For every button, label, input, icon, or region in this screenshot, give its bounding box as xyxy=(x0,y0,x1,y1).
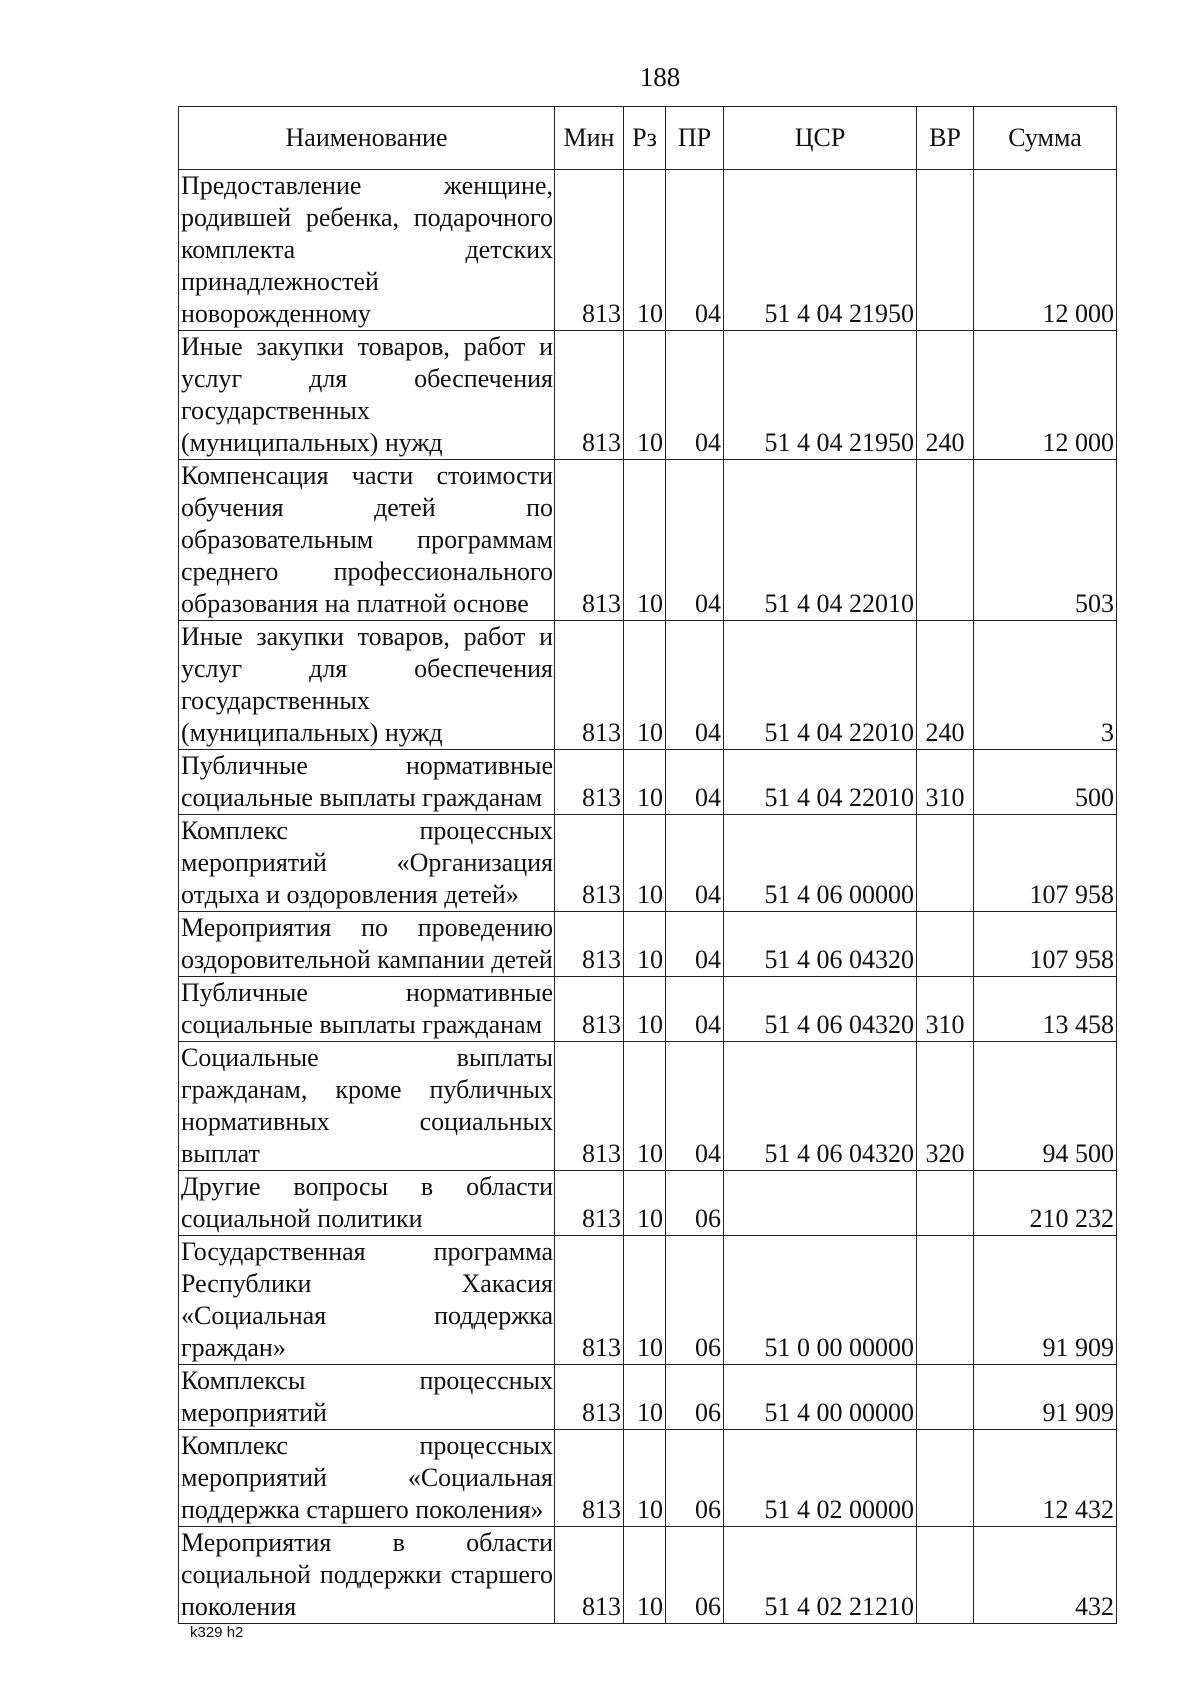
row-sum: 107 958 xyxy=(974,815,1117,912)
row-sum: 500 xyxy=(974,750,1117,815)
table-row xyxy=(179,1527,1117,1624)
row-name: Комплекс процессных мероприятий «Социальная поддержка старшего поколения» xyxy=(179,1430,555,1527)
row-rz: 10 xyxy=(624,460,666,621)
row-min: 813 xyxy=(555,815,624,912)
row-sum: 13 458 xyxy=(974,977,1117,1042)
row-rz: 10 xyxy=(624,1365,666,1430)
row-vr: 240 xyxy=(917,621,974,750)
row-sum: 107 958 xyxy=(974,912,1117,977)
row-sum: 432 xyxy=(974,1527,1117,1624)
table-row xyxy=(179,815,1117,912)
row-name: Компенсация части стоимости обучения детей по образовательным программам среднего профессионального образования на платной основе xyxy=(179,460,555,621)
row-csr: 51 0 00 00000 xyxy=(724,1236,917,1365)
table-row xyxy=(179,1236,1117,1365)
row-vr xyxy=(917,1171,974,1236)
row-name: Комплекс процессных мероприятий «Организация отдыха и оздоровления детей» xyxy=(179,815,555,912)
row-rz: 10 xyxy=(624,750,666,815)
row-csr: 51 4 06 04320 xyxy=(724,977,917,1042)
row-rz: 10 xyxy=(624,1236,666,1365)
row-rz: 10 xyxy=(624,977,666,1042)
row-csr: 51 4 04 22010 xyxy=(724,460,917,621)
column-header-min: Мин xyxy=(555,107,624,170)
column-header-name: Наименование xyxy=(179,107,555,170)
table-row xyxy=(179,912,1117,977)
row-rz: 10 xyxy=(624,912,666,977)
row-rz: 10 xyxy=(624,1527,666,1624)
row-rz: 10 xyxy=(624,331,666,460)
row-min: 813 xyxy=(555,460,624,621)
table-row xyxy=(179,331,1117,460)
column-header-vr: ВР xyxy=(917,107,974,170)
row-csr: 51 4 04 22010 xyxy=(724,750,917,815)
row-pr: 06 xyxy=(666,1527,724,1624)
table-row xyxy=(179,460,1117,621)
budget-table xyxy=(178,106,1117,1624)
row-vr xyxy=(917,170,974,331)
table-row xyxy=(179,1365,1117,1430)
column-header-rz: Рз xyxy=(624,107,666,170)
row-pr: 04 xyxy=(666,170,724,331)
row-vr xyxy=(917,815,974,912)
row-pr: 04 xyxy=(666,460,724,621)
row-pr: 04 xyxy=(666,912,724,977)
row-pr: 06 xyxy=(666,1365,724,1430)
row-min: 813 xyxy=(555,331,624,460)
row-sum: 210 232 xyxy=(974,1171,1117,1236)
row-vr xyxy=(917,460,974,621)
row-csr: 51 4 04 21950 xyxy=(724,331,917,460)
row-min: 813 xyxy=(555,1430,624,1527)
page-number: 188 xyxy=(639,62,681,92)
row-min: 813 xyxy=(555,1171,624,1236)
footer-code: k329 h2 xyxy=(190,1624,244,1641)
table-row xyxy=(179,1042,1117,1171)
row-vr xyxy=(917,1527,974,1624)
row-rz: 10 xyxy=(624,1042,666,1171)
row-vr: 320 xyxy=(917,1042,974,1171)
row-csr: 51 4 06 04320 xyxy=(724,1042,917,1171)
row-min: 813 xyxy=(555,977,624,1042)
row-pr: 06 xyxy=(666,1430,724,1527)
row-csr: 51 4 02 21210 xyxy=(724,1527,917,1624)
row-rz: 10 xyxy=(624,815,666,912)
row-min: 813 xyxy=(555,1365,624,1430)
table-row xyxy=(179,977,1117,1042)
row-pr: 04 xyxy=(666,750,724,815)
row-sum: 12 000 xyxy=(974,331,1117,460)
row-sum: 3 xyxy=(974,621,1117,750)
column-header-sum: Сумма xyxy=(974,107,1117,170)
row-name: Комплексы процессных мероприятий xyxy=(179,1365,555,1430)
row-rz: 10 xyxy=(624,621,666,750)
row-name: Публичные нормативные социальные выплаты гражданам xyxy=(179,750,555,815)
table-row xyxy=(179,750,1117,815)
row-min: 813 xyxy=(555,1042,624,1171)
row-min: 813 xyxy=(555,1236,624,1365)
table-row xyxy=(179,621,1117,750)
row-name: Государственная программа Республики Хакасия «Социальная поддержка граждан» xyxy=(179,1236,555,1365)
column-header-csr: ЦСР xyxy=(724,107,917,170)
row-name: Другие вопросы в области социальной политики xyxy=(179,1171,555,1236)
row-pr: 04 xyxy=(666,1042,724,1171)
row-vr: 310 xyxy=(917,750,974,815)
table-header-row xyxy=(179,107,1117,170)
table-row xyxy=(179,170,1117,331)
row-sum: 503 xyxy=(974,460,1117,621)
row-name: Предоставление женщине, родившей ребенка, подарочного комплекта детских принадлежностей новорожденному xyxy=(179,170,555,331)
row-vr: 240 xyxy=(917,331,974,460)
row-csr: 51 4 06 00000 xyxy=(724,815,917,912)
row-csr xyxy=(724,1171,917,1236)
row-rz: 10 xyxy=(624,1430,666,1527)
row-name: Социальные выплаты гражданам, кроме публичных нормативных социальных выплат xyxy=(179,1042,555,1171)
row-csr: 51 4 02 00000 xyxy=(724,1430,917,1527)
row-pr: 06 xyxy=(666,1236,724,1365)
column-header-pr: ПР xyxy=(666,107,724,170)
table-row xyxy=(179,1171,1117,1236)
row-vr: 310 xyxy=(917,977,974,1042)
row-vr xyxy=(917,1430,974,1527)
row-min: 813 xyxy=(555,621,624,750)
row-sum: 12 432 xyxy=(974,1430,1117,1527)
row-csr: 51 4 00 00000 xyxy=(724,1365,917,1430)
row-csr: 51 4 04 21950 xyxy=(724,170,917,331)
row-pr: 04 xyxy=(666,331,724,460)
row-min: 813 xyxy=(555,750,624,815)
row-name: Иные закупки товаров, работ и услуг для обеспечения государственных (муниципальных) нужд xyxy=(179,331,555,460)
row-name: Мероприятия по проведению оздоровительной кампании детей xyxy=(179,912,555,977)
row-pr: 04 xyxy=(666,977,724,1042)
row-min: 813 xyxy=(555,1527,624,1624)
row-vr xyxy=(917,1365,974,1430)
row-sum: 12 000 xyxy=(974,170,1117,331)
row-vr xyxy=(917,1236,974,1365)
row-pr: 06 xyxy=(666,1171,724,1236)
row-name: Иные закупки товаров, работ и услуг для обеспечения государственных (муниципальных) нужд xyxy=(179,621,555,750)
row-pr: 04 xyxy=(666,815,724,912)
row-rz: 10 xyxy=(624,170,666,331)
row-sum: 91 909 xyxy=(974,1236,1117,1365)
row-csr: 51 4 06 04320 xyxy=(724,912,917,977)
row-name: Публичные нормативные социальные выплаты гражданам xyxy=(179,977,555,1042)
row-name: Мероприятия в области социальной поддержки старшего поколения xyxy=(179,1527,555,1624)
row-sum: 91 909 xyxy=(974,1365,1117,1430)
table-row xyxy=(179,1430,1117,1527)
row-pr: 04 xyxy=(666,621,724,750)
row-min: 813 xyxy=(555,912,624,977)
row-csr: 51 4 04 22010 xyxy=(724,621,917,750)
row-rz: 10 xyxy=(624,1171,666,1236)
row-vr xyxy=(917,912,974,977)
row-min: 813 xyxy=(555,170,624,331)
row-sum: 94 500 xyxy=(974,1042,1117,1171)
